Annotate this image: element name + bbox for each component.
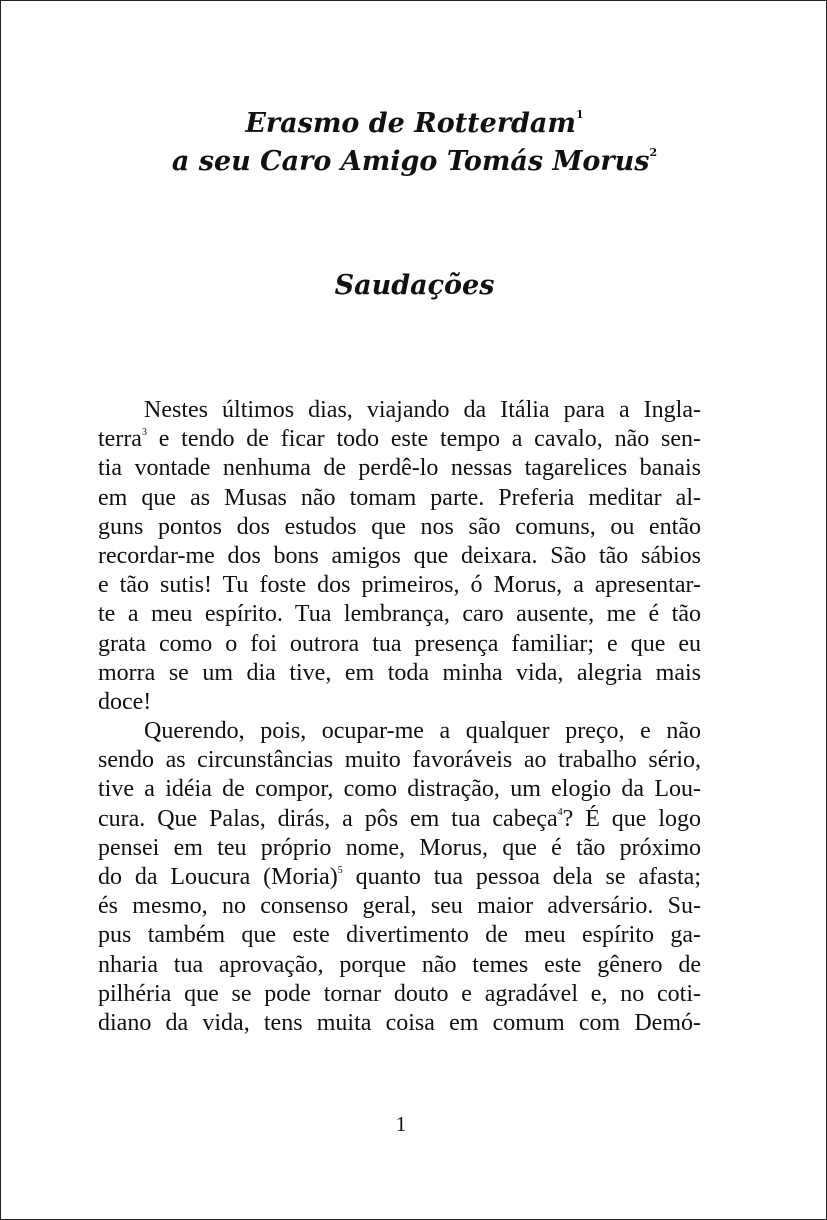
- text-line: [98, 688, 701, 717]
- text-segment: és mesmo, no consenso geral, seu maior adversário. Su-: [98, 893, 701, 920]
- text-segment: ? É que logo: [562, 805, 701, 832]
- text-line: [98, 717, 701, 746]
- text-segment: pensei em teu próprio nome, Morus, que é tão próximo: [98, 834, 701, 861]
- text-line: [98, 921, 701, 950]
- text-line: [98, 659, 701, 688]
- text-segment: morra se um dia tive, em toda minha vida, alegria mais: [98, 659, 701, 686]
- text-segment: sendo as circunstâncias muito favoráveis ao trabalho sério,: [98, 747, 701, 774]
- page-number: 1: [395, 1112, 407, 1136]
- text-segment: grata como o foi outrora tua presença familiar; e que eu: [98, 630, 701, 657]
- text-line: [98, 951, 701, 980]
- text-segment: cura. Que Palas, dirás, a pôs em tua cabeça: [98, 805, 558, 832]
- text-segment: nharia tua aprovação, porque não temes este gênero de: [98, 951, 701, 978]
- text-segment: tia vontade nenhuma de perdê-lo nessas tagarelices banais: [98, 455, 701, 482]
- text-segment: do da Loucura (Moria): [98, 864, 338, 890]
- text-segment: e tão sutis! Tu foste dos primeiros, ó Morus, a apresentar-: [98, 572, 701, 599]
- section-heading: Saudações: [334, 270, 495, 301]
- footnote-reference: 1: [576, 108, 584, 121]
- title-line-1: [1, 105, 827, 143]
- title-text: Erasmo de Rotterdam: [245, 108, 576, 139]
- text-line: [98, 513, 701, 542]
- text-line: [98, 863, 701, 892]
- body-text: [98, 396, 701, 1038]
- text-segment: pilhéria que se pode tornar douto e agradável e, no coti-: [98, 980, 701, 1007]
- text-segment: Nestes últimos dias, viajando da Itália para a Ingla-: [144, 397, 701, 423]
- text-segment: doce!: [98, 688, 152, 715]
- document-title: [1, 105, 827, 181]
- text-segment: e tendo de ficar todo este tempo a cavalo, não sen-: [146, 426, 701, 453]
- text-line: [98, 396, 701, 425]
- text-segment: diano da vida, tens muita coisa em comum com Demó-: [98, 1009, 701, 1036]
- text-segment: pus também que este divertimento de meu espírito ga-: [98, 922, 701, 949]
- text-line: [98, 1009, 701, 1038]
- text-line: [98, 425, 701, 454]
- text-line: [98, 892, 701, 921]
- text-segment: terra: [98, 426, 142, 453]
- text-line: [98, 980, 701, 1009]
- footnote-reference: 3: [141, 427, 147, 439]
- text-line: [98, 775, 701, 804]
- footnote-reference: 4: [557, 806, 563, 818]
- text-segment: guns pontos dos estudos que nos são comuns, ou então: [98, 513, 701, 540]
- title-line-2: [1, 143, 827, 181]
- text-segment: Querendo, pois, ocupar-me a qualquer preço, e não: [144, 718, 701, 745]
- text-segment: em que as Musas não tomam parte. Preferia meditar al-: [98, 484, 701, 511]
- text-line: [98, 746, 701, 775]
- text-line: [98, 805, 701, 834]
- text-segment: te a meu espírito. Tua lembrança, caro ausente, me é tão: [98, 601, 701, 628]
- footnote-reference: 5: [337, 865, 343, 876]
- text-segment: tive a idéia de compor, como distração, um elogio da Lou-: [98, 776, 701, 803]
- text-line: [98, 600, 701, 629]
- text-segment: recordar-me dos bons amigos que deixara. São tão sábios: [98, 542, 701, 569]
- text-line: [98, 454, 701, 483]
- text-line: [98, 484, 701, 513]
- text-segment: quanto tua pessoa dela se afasta;: [342, 864, 702, 890]
- text-line: [98, 630, 701, 659]
- text-line: [98, 542, 701, 571]
- text-line: [98, 834, 701, 863]
- footnote-reference: 2: [649, 146, 658, 159]
- text-line: [98, 571, 701, 600]
- title-text: a seu Caro Amigo Tomás Morus: [171, 146, 650, 177]
